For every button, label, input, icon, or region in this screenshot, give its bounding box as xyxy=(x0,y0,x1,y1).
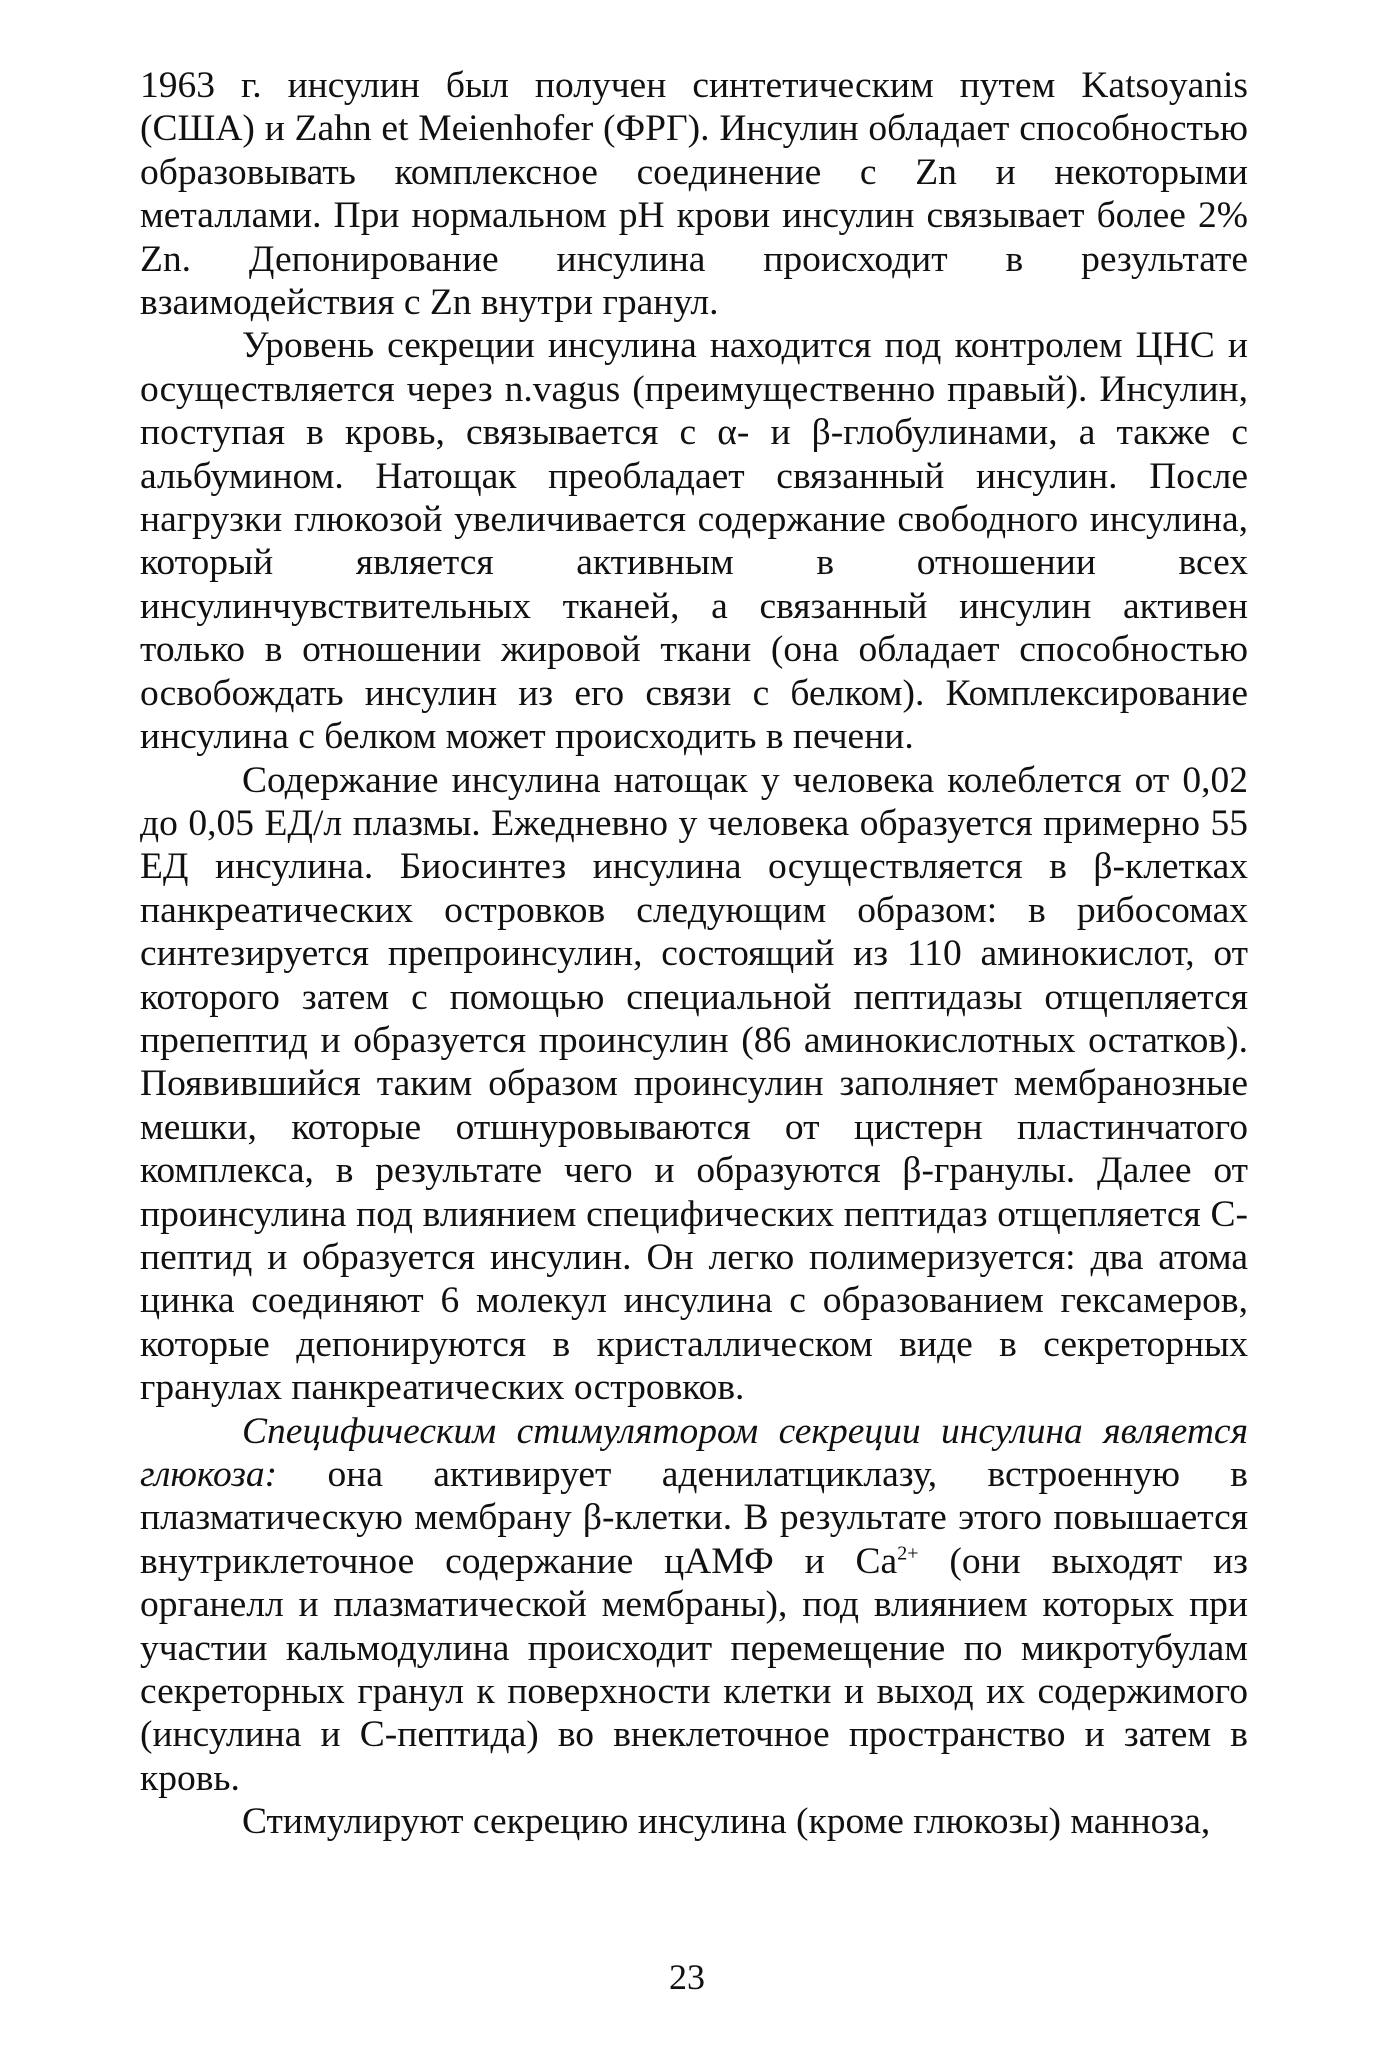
page-text-body xyxy=(140,64,1248,1844)
paragraph-4-text-continued: (они выходят из органелл и плазматической мембраны), под влиянием которых при участии кальмодулина происходит перемещение по микротубулам секреторных гранул к поверхности клетки и выход их содержимого (инсулина и С-пептида) во внеклеточное пространство и затем в кровь. xyxy=(140,1540,1248,1799)
paragraph-2: Уровень секреции инсулина находится под контролем ЦНС и осуществляется через n.vagus (преимущественно правый). Инсулин, поступая в кровь, связывается с α- и β-глобулинами, а также с альбумином. Натощак преобладает связанный инсулин. После нагрузки глюкозой увеличивается содержание свободного инсулина, который является активным в отношении всех инсулинчувствительных тканей, а связанный инсулин активен только в отношении жировой ткани (она обладает способностью освобождать инсулин из его связи с белком). Комплексирование инсулина с белком может происходить в печени. xyxy=(140,325,1248,758)
calcium-charge-superscript: 2+ xyxy=(897,1542,919,1565)
paragraph-4-italic-lead: Специфическим стимулятором секреции инсулина является глюкоза: xyxy=(140,1410,1248,1495)
paragraph-4-text: она активирует аденилатциклазу, встроенную в плазматическую мембрану β-клетки. В результате этого повышается внутриклеточное содержание цАМФ и Ca xyxy=(140,1454,1248,1582)
paragraph-1: 1963 г. инсулин был получен синтетическим путем Katsoyanis (США) и Zahn et Meienhofer (ФРГ). Инсулин обладает способностью образовывать комплексное соединение с Zn и некоторыми металлами. При нормальном рН крови инсулин связывает более 2% Zn. Депонирование инсулина происходит в результате взаимодействия с Zn внутри гранул. xyxy=(140,65,1248,324)
paragraph-5: Стимулируют секрецию инсулина (кроме глюкозы) манноза, xyxy=(242,1801,1211,1843)
paragraph-3: Содержание инсулина натощак у человека колеблется от 0,02 до 0,05 ЕД/л плазмы. Ежедневно у человека образуется примерно 55 ЕД инсулина. Биосинтез инсулина осуществляется в β-клетках панкреатических островков следующим образом: в рибосомах синтезируется препроинсулин, состоящий из 110 аминокислот, от которого затем с помощью специальной пептидазы отщепляется препептид и образуется проинсулин (86 аминокислотных остатков). Появившийся таким образом проинсулин заполняет мембранозные мешки, которые отшнуровываются от цистерн пластинчатого комплекса, в результате чего и образуются β-гранулы. Далее от проинсулина под влиянием специфических пептидаз отщепляется С-пептид и образуется инсулин. Он легко полимеризуется: два атома цинка соединяют 6 молекул инсулина с образованием гексамеров, которые депонируются в кристаллическом виде в секреторных гранулах панкреатических островков. xyxy=(140,759,1248,1409)
paragraph-4 xyxy=(140,1410,1248,1801)
page-number: 23 xyxy=(669,1957,705,1997)
